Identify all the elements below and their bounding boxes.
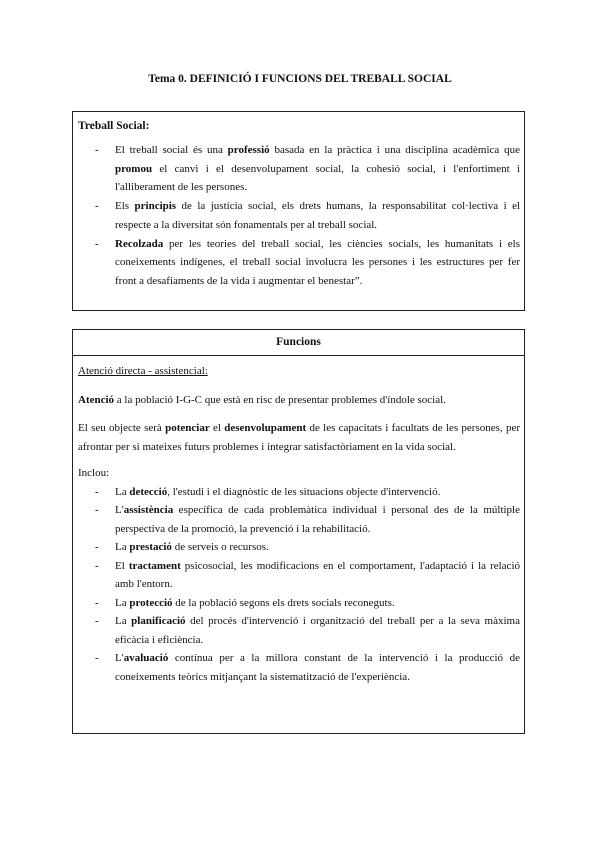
definition-item: - Els principis de la justícia social, els drets humans, la responsabilitat col·lectiva i el respecte a la diversitat són fonamentals per al treball social. [78, 197, 520, 234]
function-item: - La protecció de la població segons els drets socials reconeguts. [78, 594, 520, 613]
bold-term: Recolzada [115, 237, 164, 250]
functions-list [78, 483, 520, 687]
bold-term: detecció [129, 485, 168, 498]
definition-list [78, 141, 520, 291]
bold-term: protecció [129, 596, 173, 609]
functions-box [72, 329, 525, 734]
objective-paragraph: El seu objecte serà potenciar el desenvolupament de les capacitats i facultats de les persones, per afrontar per si mateixes futurs problemes i integrar satisfactòriament en la vida social. [78, 422, 520, 453]
bold-term: planificació [131, 615, 186, 627]
bold-term: assistència [123, 504, 174, 516]
bold-term: Atenció [78, 393, 115, 406]
bold-term: desenvolupament [224, 422, 307, 434]
definition-box [72, 111, 525, 311]
bold-term: avaluació [123, 652, 169, 664]
functions-header: Funcions [73, 330, 524, 356]
bold-term: tractament [128, 559, 181, 572]
bold-term: principis [134, 200, 177, 213]
bold-term: potenciar [165, 422, 210, 434]
functions-subtitle: Atenció directa - assistencial: [78, 365, 208, 377]
attention-paragraph: Atenció a la població I-G-C que està en risc de presentar problemes d'índole social. [78, 393, 446, 406]
function-item: - La detecció, l'estudi i el diagnòstic de les situacions objecte d'intervenció. [78, 483, 520, 502]
bold-term: professió [227, 144, 270, 156]
functions-body [73, 356, 524, 686]
function-item: - La prestació de serveis o recursos. [78, 538, 520, 557]
function-item: - El tractament psicosocial, les modificacions en el comportament, l'adaptació i la relació amb l'entorn. [78, 557, 520, 594]
definition-heading: Treball Social: [78, 120, 150, 132]
bold-term: prestació [129, 541, 172, 553]
definition-item: - Recolzada per les teories del treball social, les ciències socials, les humanitats i els coneixements indígenes, el treball social involucra les persones i les estructures per fer front a desafiaments de la vida i augmentar el benestar”. [78, 235, 520, 291]
function-item: - La planificació del procés d'intervenció i organització del treball per a la seva màxima eficàcia i eficiència. [78, 612, 520, 649]
definition-item: - El treball social és una professió basada en la pràctica i una disciplina acadèmica que promou el canvi i el desenvolupament social, la cohesió social, i l'enfortiment i l'alliberament de les persones. [78, 141, 520, 197]
function-item: - L'avaluació contínua per a la millora constant de la intervenció i la producció de coneixements teòrics mitjançant la sistematització de l'experiència. [78, 649, 520, 686]
includes-label: Inclou: [78, 467, 110, 479]
bold-term: promou [115, 162, 153, 175]
document-title: Tema 0. DEFINICIÓ I FUNCIONS DEL TREBALL SOCIAL [148, 73, 452, 85]
function-item: - L'assistència específica de cada problemàtica individual i personal des de la múltiple perspectiva de la promoció, la prevenció i la rehabilitació. [78, 501, 520, 538]
